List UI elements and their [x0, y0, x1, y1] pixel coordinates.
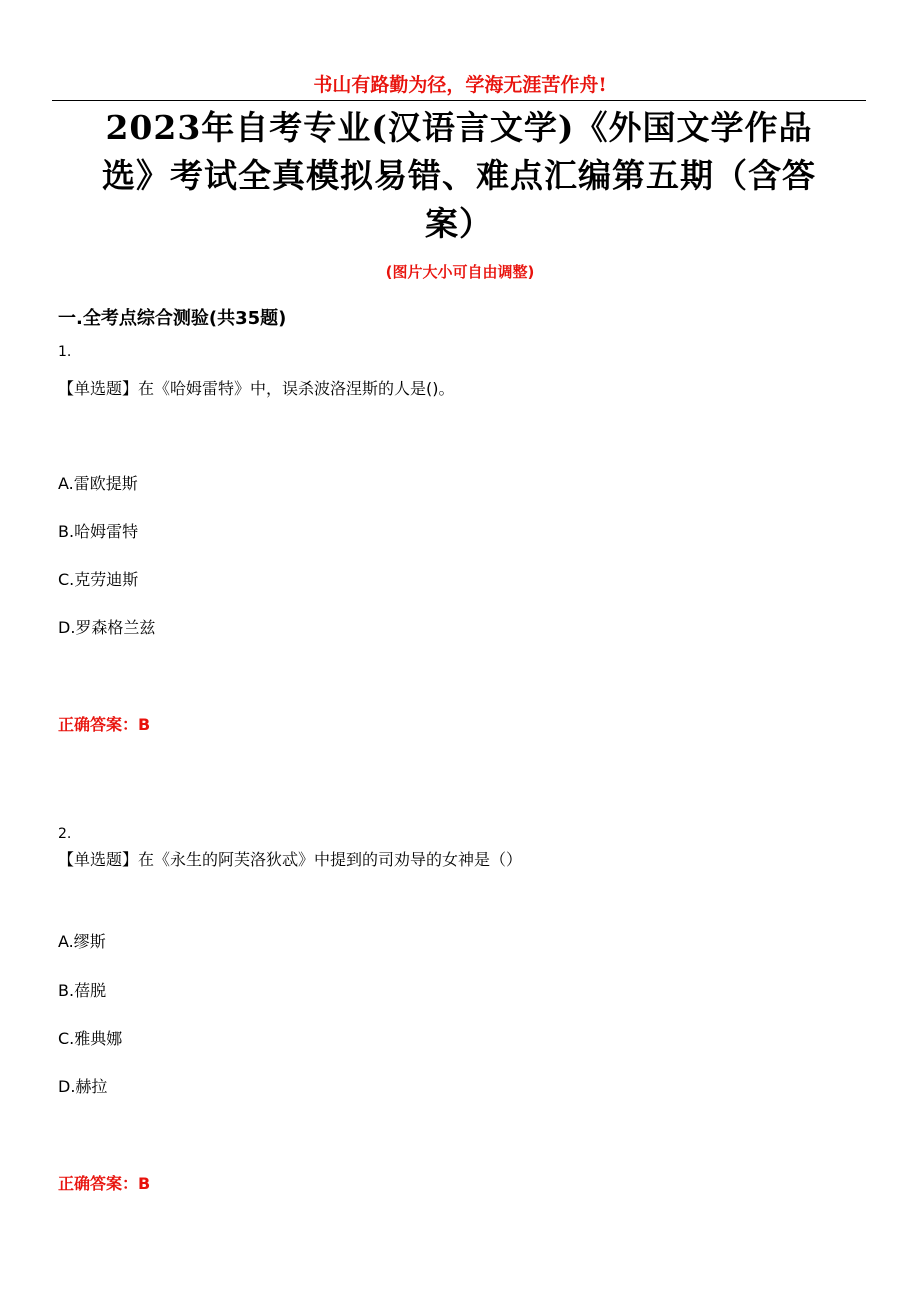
option-b: B.蓓脱 — [58, 981, 107, 1000]
option-a: A.雷欧提斯 — [58, 474, 138, 493]
document-title — [52, 104, 866, 248]
option-c: C.雅典娜 — [58, 1029, 123, 1048]
document-title-line-1: 2023年自考专业(汉语言文学)《外国文学作品 — [105, 108, 813, 147]
question-text: 【单选题】在《哈姆雷特》中，误杀波洛涅斯的人是()。 — [58, 379, 455, 398]
document-title-line-2: 选》考试全真模拟易错、难点汇编第五期（含答 — [102, 156, 816, 195]
header-divider — [52, 100, 866, 101]
option-c: C.克劳迪斯 — [58, 570, 139, 589]
section-heading: 一.全考点综合测验(共35题) — [58, 308, 287, 329]
question-number: 2. — [58, 826, 72, 842]
page-motto: 书山有路勤为径，学海无涯苦作舟! — [313, 74, 607, 96]
option-b: B.哈姆雷特 — [58, 522, 139, 541]
correct-answer: 正确答案：B — [58, 715, 151, 734]
option-d: D.赫拉 — [58, 1077, 108, 1096]
option-d: D.罗森格兰兹 — [58, 618, 156, 637]
document-subtitle: (图片大小可自由调整) — [385, 263, 535, 281]
document-title-line-3: 案） — [425, 204, 493, 243]
question-text: 【单选题】在《永生的阿芙洛狄忒》中提到的司劝导的女神是（） — [58, 850, 523, 869]
option-a: A.缪斯 — [58, 932, 106, 951]
correct-answer: 正确答案：B — [58, 1174, 151, 1193]
question-number: 1. — [58, 344, 72, 360]
